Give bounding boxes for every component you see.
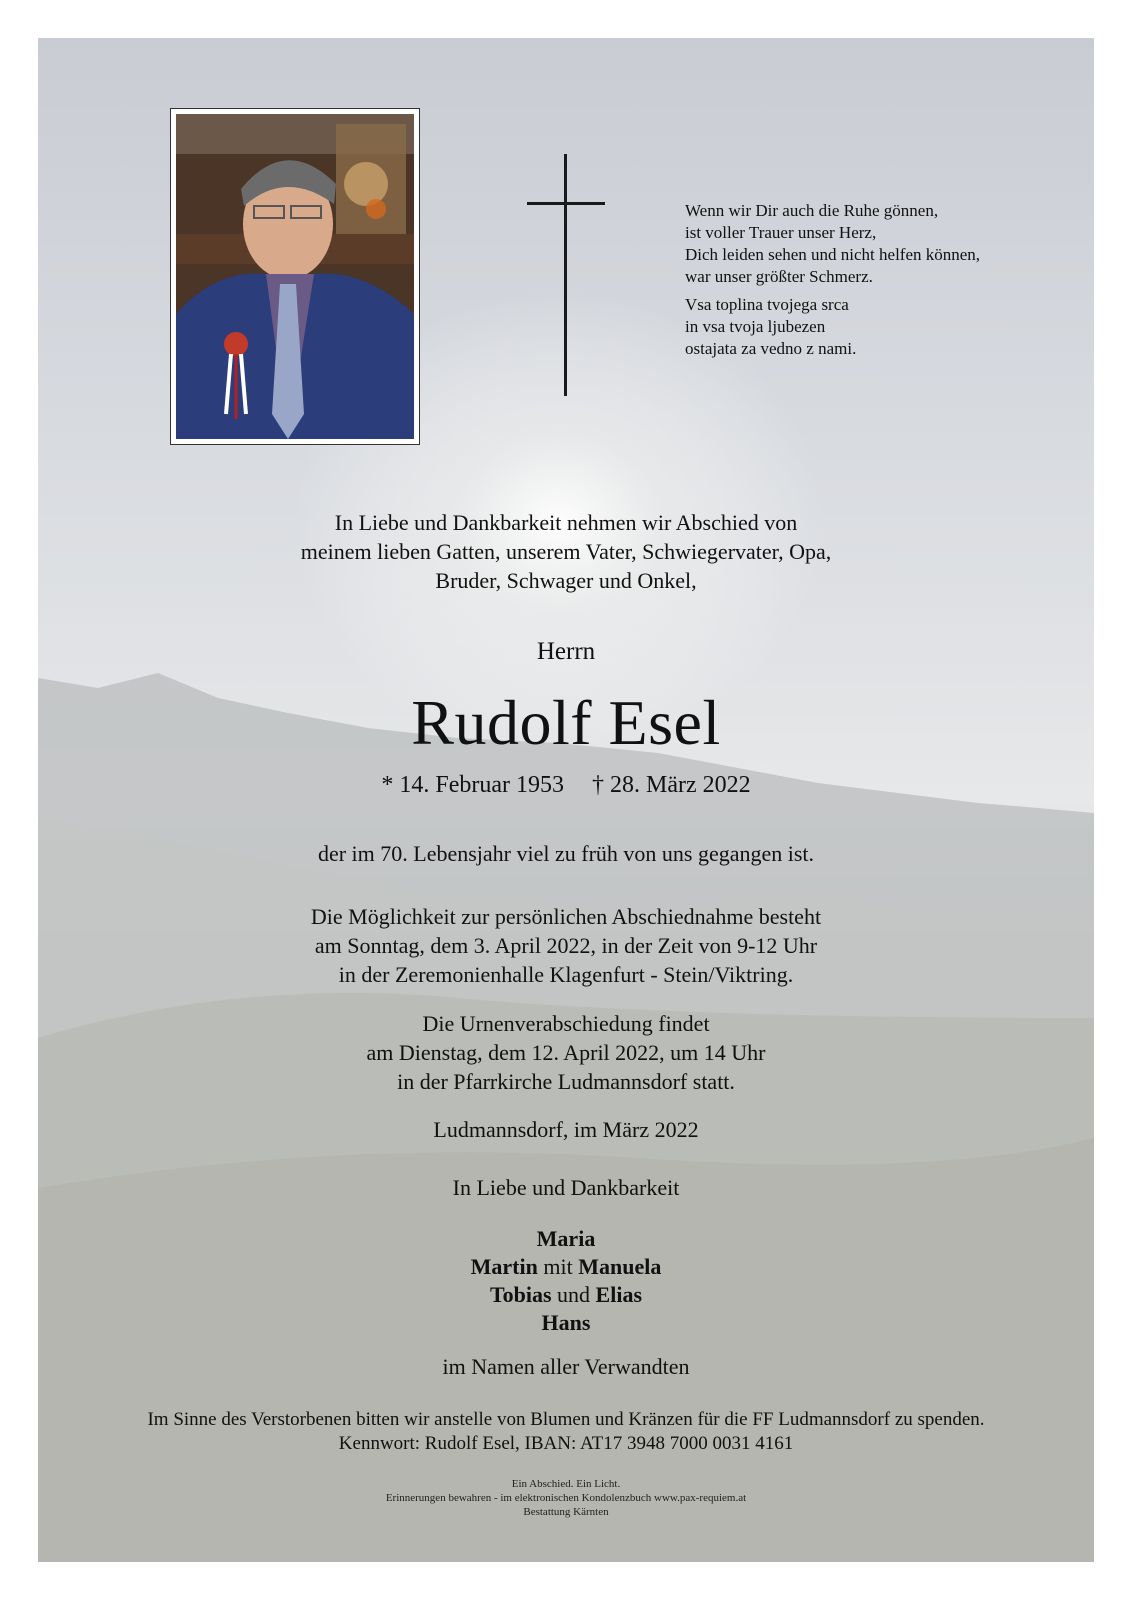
- place-date: Ludmannsdorf, im März 2022: [433, 1117, 699, 1142]
- urn-ceremony-info: [38, 1009, 1094, 1096]
- verse-line: ist voller Trauer unser Herz,: [685, 223, 877, 242]
- viewing-line: Die Möglichkeit zur persönlichen Abschiednahme besteht: [310, 904, 822, 929]
- life-dates: [38, 772, 1094, 799]
- verse-line: Wenn wir Dir auch die Ruhe gönnen,: [685, 201, 939, 220]
- death-date: † 28. März 2022: [592, 772, 751, 798]
- family-connector: und: [551, 1282, 596, 1307]
- footer-line: Bestattung Kärnten: [523, 1506, 609, 1518]
- family-name: Manuela: [578, 1254, 662, 1279]
- verse-slovenian: [685, 294, 1045, 360]
- verse-line: in vsa tvoja ljubezen: [685, 317, 826, 336]
- closing-phrase: In Liebe und Dankbarkeit: [452, 1175, 680, 1200]
- verse-line: ostajata za vedno z nami.: [685, 339, 857, 358]
- portrait-photo-frame: [170, 108, 420, 445]
- donation-line: Kennwort: Rudolf Esel, IBAN: AT17 3948 7000 0031 4161: [338, 1433, 794, 1454]
- urn-line: Die Urnenverabschiedung findet: [422, 1011, 710, 1036]
- memorial-verse: [685, 200, 1045, 366]
- relatives-text: im Namen aller Verwandten: [442, 1354, 690, 1379]
- age-text: der im 70. Lebensjahr viel zu früh von uns gegangen ist.: [317, 841, 815, 866]
- cross-icon: [527, 154, 607, 399]
- portrait-photo: [176, 114, 414, 439]
- family-name: Tobias: [489, 1282, 552, 1307]
- intro-line: meinem lieben Gatten, unserem Vater, Schwiegervater, Opa,: [300, 539, 832, 564]
- viewing-line: am Sonntag, dem 3. April 2022, in der Zeit von 9-12 Uhr: [314, 933, 818, 958]
- family-names: [38, 1225, 1094, 1337]
- family-name: Maria: [536, 1226, 596, 1251]
- family-name: Martin: [470, 1254, 538, 1279]
- family-line: [38, 1225, 1094, 1253]
- deceased-name: Rudolf Esel: [411, 687, 721, 758]
- footer: [38, 1477, 1094, 1519]
- footer-line: Erinnerungen bewahren - im elektronischen Kondolenzbuch www.pax-requiem.at: [385, 1492, 747, 1504]
- family-line: [38, 1281, 1094, 1309]
- birth-date: * 14. Februar 1953: [381, 772, 564, 798]
- urn-line: in der Pfarrkirche Ludmannsdorf statt.: [397, 1069, 735, 1094]
- family-connector: mit: [537, 1254, 579, 1279]
- intro-line: Bruder, Schwager und Onkel,: [435, 568, 697, 593]
- verse-line: Dich leiden sehen und nicht helfen können,: [685, 245, 981, 264]
- family-line: [38, 1309, 1094, 1337]
- salutation: Herrn: [536, 638, 596, 665]
- family-line: [38, 1253, 1094, 1281]
- family-name: Hans: [541, 1310, 591, 1335]
- verse-line: war unser größter Schmerz.: [685, 267, 873, 286]
- donation-line: Im Sinne des Verstorbenen bitten wir anstelle von Blumen und Kränzen für die FF Ludmannsdorf zu spenden.: [147, 1409, 985, 1430]
- obituary-card: [38, 38, 1094, 1562]
- family-name: Elias: [595, 1282, 643, 1307]
- verse-line: Vsa toplina tvojega srca: [685, 295, 849, 314]
- viewing-line: in der Zeremonienhalle Klagenfurt - Stein/Viktring.: [338, 962, 794, 987]
- footer-line: Ein Abschied. Ein Licht.: [511, 1478, 621, 1490]
- intro-line: In Liebe und Dankbarkeit nehmen wir Abschied von: [334, 510, 798, 535]
- viewing-info: [38, 902, 1094, 989]
- donation-request: [38, 1408, 1094, 1456]
- urn-line: am Dienstag, dem 12. April 2022, um 14 Uhr: [366, 1040, 766, 1065]
- verse-german: [685, 200, 1045, 288]
- intro-text: [38, 508, 1094, 595]
